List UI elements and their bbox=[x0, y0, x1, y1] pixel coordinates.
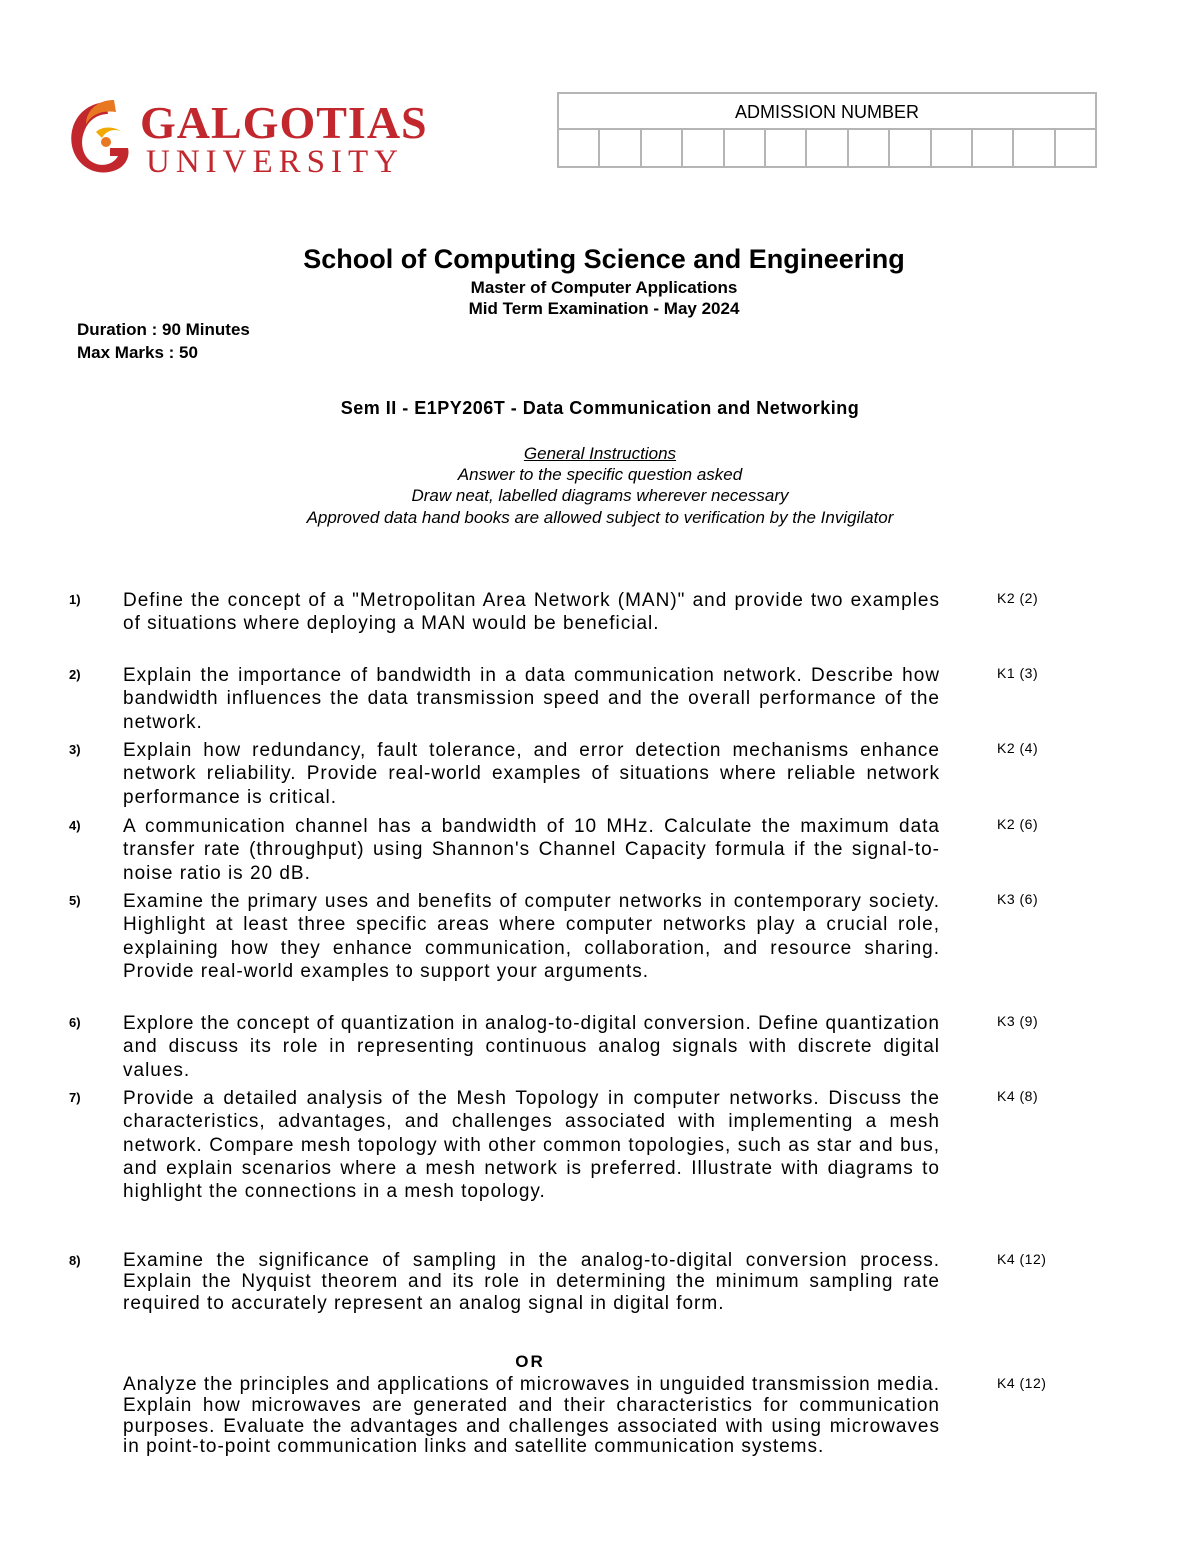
question-number: 5) bbox=[69, 893, 81, 908]
admission-cell[interactable] bbox=[890, 130, 931, 166]
admission-number-cells bbox=[559, 130, 1095, 166]
admission-cell[interactable] bbox=[932, 130, 973, 166]
admission-number-label: ADMISSION NUMBER bbox=[559, 94, 1095, 130]
question-number: 1) bbox=[69, 592, 81, 607]
admission-cell[interactable] bbox=[766, 130, 807, 166]
question-number: 2) bbox=[69, 667, 81, 682]
question-number: 4) bbox=[69, 818, 81, 833]
question-text: Examine the significance of sampling in the analog-to-digital conversion process. Explain the Nyquist theorem and its role in determining the minimum sampling rate required to accurately represent an analog signal in digital form. bbox=[123, 1250, 940, 1314]
school-title: School of Computing Science and Engineering bbox=[303, 244, 905, 274]
question-marks: K4 (12) bbox=[997, 1251, 1047, 1267]
question-number: 7) bbox=[69, 1090, 81, 1105]
instructions-heading: General Instructions bbox=[523, 444, 677, 463]
instruction-line: Answer to the specific question asked bbox=[457, 465, 743, 484]
galgotias-swirl-icon bbox=[66, 98, 132, 178]
question-number: 3) bbox=[69, 742, 81, 757]
admission-cell[interactable] bbox=[683, 130, 724, 166]
university-logo bbox=[66, 97, 428, 183]
logo-text-galgotias: GALGOTIAS bbox=[140, 97, 428, 148]
admission-cell[interactable] bbox=[973, 130, 1014, 166]
admission-cell[interactable] bbox=[807, 130, 848, 166]
question-marks: K2 (2) bbox=[997, 590, 1039, 606]
duration-text: Duration : 90 Minutes bbox=[77, 320, 250, 339]
admission-cell[interactable] bbox=[600, 130, 641, 166]
question-text: Define the concept of a "Metropolitan Area Network (MAN)" and provide two examples of situations where deploying a MAN would be beneficial. bbox=[123, 590, 940, 635]
question-text: Explain the importance of bandwidth in a data communication network. Describe how bandwidth influences the data transmission speed and the overall performance of the network. bbox=[123, 665, 940, 733]
question-marks: K1 (3) bbox=[997, 665, 1039, 681]
admission-cell[interactable] bbox=[849, 130, 890, 166]
exam-title: Mid Term Examination - May 2024 bbox=[468, 299, 740, 318]
question-text: Provide a detailed analysis of the Mesh Topology in computer networks. Discuss the characteristics, advantages, and challenges associated with implementing a mesh network. Compare mesh topology with other common topologies, such as star and bus, and explain scenarios where a mesh network is preferred. Illustrate with diagrams to highlight the connections in a mesh topology. bbox=[123, 1088, 940, 1203]
question-marks: K3 (9) bbox=[997, 1013, 1039, 1029]
or-separator: OR bbox=[515, 1352, 545, 1371]
instruction-line: Approved data hand books are allowed subject to verification by the Invigilator bbox=[306, 508, 894, 527]
question-number: 8) bbox=[69, 1253, 81, 1268]
admission-cell[interactable] bbox=[642, 130, 683, 166]
programme-name: Master of Computer Applications bbox=[470, 278, 738, 297]
admission-cell[interactable] bbox=[725, 130, 766, 166]
admission-cell[interactable] bbox=[1056, 130, 1095, 166]
alternative-question-text: Analyze the principles and applications of microwaves in unguided transmission media. Explain how microwaves are generated and their characteristics for communication purposes. Evaluate the advantages and challenges associated with using microwaves in point-to-point communication links and satellite communication systems. bbox=[123, 1374, 940, 1458]
question-marks: K2 (6) bbox=[997, 816, 1039, 832]
admission-cell[interactable] bbox=[1014, 130, 1055, 166]
question-marks: K3 (6) bbox=[997, 891, 1039, 907]
question-text: Examine the primary uses and benefits of computer networks in contemporary society. Highlight at least three specific areas where computer networks play a crucial role, explaining how they enhance communication, collaboration, and resource sharing. Provide real-world examples to support your arguments. bbox=[123, 891, 940, 982]
question-number: 6) bbox=[69, 1015, 81, 1030]
question-text: A communication channel has a bandwidth of 10 MHz. Calculate the maximum data transfer rate (throughput) using Shannon's Channel Capacity formula if the signal-to-noise ratio is 20 dB. bbox=[123, 816, 940, 884]
alternative-question-marks: K4 (12) bbox=[997, 1375, 1047, 1391]
question-marks: K4 (8) bbox=[997, 1088, 1039, 1104]
instruction-line: Draw neat, labelled diagrams wherever necessary bbox=[411, 486, 789, 505]
logo-text-university: UNIVERSITY bbox=[146, 144, 404, 180]
course-title: Sem II - E1PY206T - Data Communication and Networking bbox=[340, 398, 860, 418]
question-marks: K2 (4) bbox=[997, 740, 1039, 756]
question-text: Explore the concept of quantization in analog-to-digital conversion. Define quantization and discuss its role in representing continuous analog signals with discrete digital values. bbox=[123, 1013, 940, 1081]
max-marks-text: Max Marks : 50 bbox=[77, 343, 198, 362]
admission-cell[interactable] bbox=[559, 130, 600, 166]
admission-number-box bbox=[557, 92, 1097, 168]
question-text: Explain how redundancy, fault tolerance, and error detection mechanisms enhance network reliability. Provide real-world examples of situations where reliable network performance is critical. bbox=[123, 740, 940, 808]
